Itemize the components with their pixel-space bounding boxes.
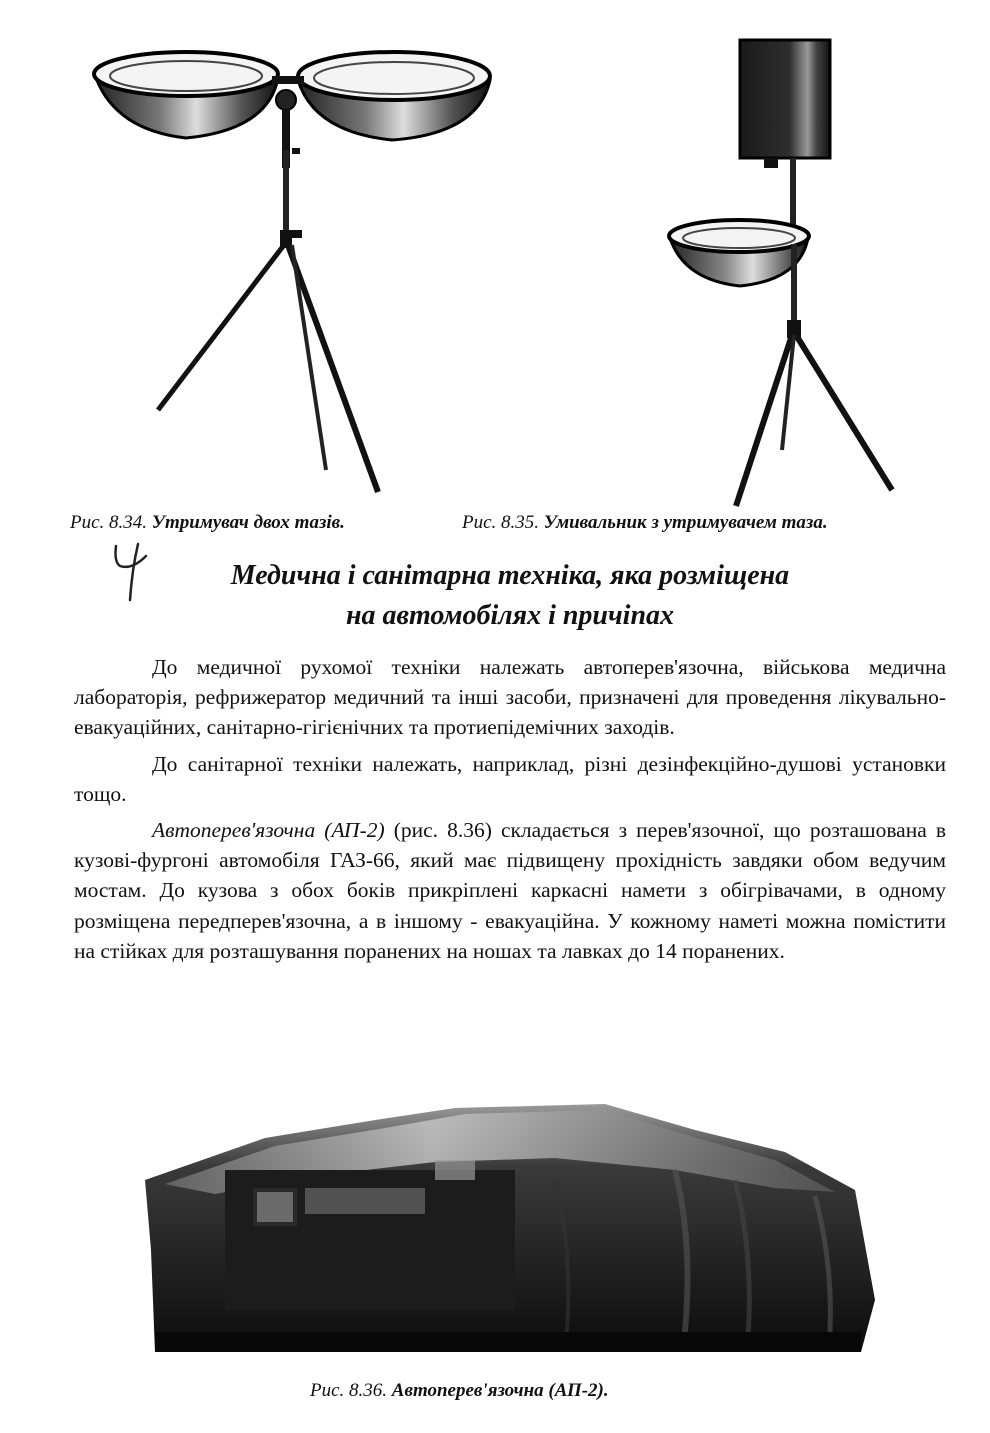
caption-title: Автоперев'язочна (АП-2). [391, 1380, 609, 1401]
figure-two-basin-holder [86, 30, 506, 500]
paragraph-text: До медичної рухомої техніки належать автоперев'язочна, військова медична лабораторія, рефрижератор медичний та інші засоби, призначені для проведення лікувально-евакуаційних, санітарно-гігієнічних та протиепідемічних заходів. [74, 655, 946, 740]
section-heading [150, 556, 870, 636]
caption-number: Рис. 8.35. [462, 512, 540, 533]
figure-field-dressing-station-photo [135, 1100, 895, 1355]
paragraph-1 [74, 652, 946, 743]
figure-caption-835 [462, 512, 828, 534]
paragraph-3 [74, 815, 946, 966]
caption-title: Умивальник з утримувачем таза. [543, 512, 828, 533]
caption-title: Утримувач двох тазів. [151, 512, 345, 533]
handwritten-mark [108, 540, 154, 602]
paragraph-text: До санітарної техніки належать, наприклад, різні дезінфекційно-душові установки тощо. [74, 751, 946, 806]
heading-line-1: Медична і санітарна техніка, яка розміщена [230, 560, 790, 591]
paragraph-2 [74, 749, 946, 809]
paragraph-lead-term: Автоперев'язочна (АП-2) [152, 818, 385, 843]
handwritten-four-glyph [108, 540, 154, 602]
paragraph-text: (рис. 8.36) складається з перев'язочної, що розташована в кузові-фургоні автомобіля ГАЗ-66, який має підвищену прохідність завдяки обом ведучим мостам. До кузова з обох боків прикріплені каркасні намети з обігрівачами, в одному розміщена передперев'язочна, а в іншому - евакуаційна. У кожному наметі можна помістити на стійках для розташування поранених на ношах та лавках до 14 поранених. [74, 818, 946, 963]
figure-caption-834 [70, 512, 345, 534]
caption-number: Рис. 8.34. [70, 512, 148, 533]
figure-caption-836 [310, 1380, 609, 1402]
heading-line-2: на автомобілях і причіпах [345, 600, 675, 631]
caption-number: Рис. 8.36. [310, 1380, 388, 1401]
body-text [74, 652, 946, 972]
figure-washstand [660, 30, 900, 510]
